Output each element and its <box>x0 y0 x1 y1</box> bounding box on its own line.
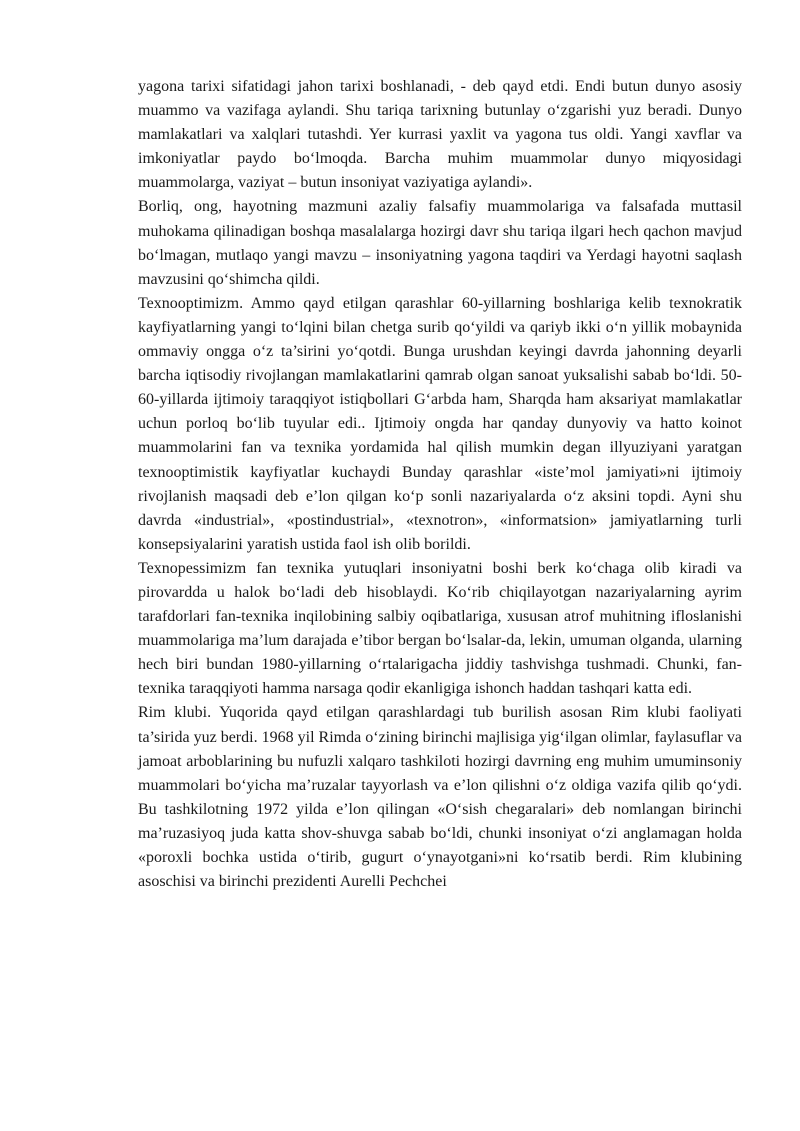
paragraph-world-history: yagona tarixi sifatidagi jahon tarixi boshlanadi, - deb qayd etdi. Endi butun dunyo asosiy muammo va vazifaga aylandi. Shu tariqa tarixning butunlay o‘zgarishi yuz beradi. Dunyo mamlakatlari va xalqlari tutashdi. Yer kurrasi yaxlit va yagona tus oldi. Yangi xavflar va imkoniyatlar paydo bo‘lmoqda. Barcha muhim muammolar dunyo miqyosidagi muammolarga, vaziyat – butun insoniyat vaziyatiga aylandi». <box>138 78 742 192</box>
paragraph-technopessimism: Texnopessimizm fan texnika yutuqlari insoniyatni boshi berk ko‘chaga olib kiradi va pirovardda u halok bo‘ladi deb hisoblaydi. Ko‘rib chiqilayotgan nazariyalarning ayrim tarafdorlari fan-texnika inqilobining salbiy oqibatlariga, xususan atrof muhitning ifloslanishi muammolariga ma’lum darajada e’tibor bergan bo‘lsalar-da, lekin, umuman olganda, ularning hech biri bundan 1980-yillarning o‘rtalarigacha jiddiy tashvishga tushmadi. Chunki, fan-texnika taraqqiyoti hamma narsaga qodir ekanligiga ishonch haddan tashqari katta edi. <box>138 559 742 698</box>
paragraph-club-of-rome: Rim klubi. Yuqorida qayd etilgan qarashlardagi tub burilish asosan Rim klubi faoliyati ta’sirida yuz berdi. 1968 yil Rimda o‘zining birinchi majlisiga yig‘ilgan olimlar, faylasuflar va jamoat arboblarining bu nufuzli xalqaro tashkiloti hozirgi davrning eng muhim umuminsoniy muammolari bo‘yicha ma’ruzalar tayyorlash va e’lon qilishni o‘z oldiga vazifa qilib qo‘ydi. Bu tashkilotning 1972 yilda e’lon qilingan «O‘sish chegaralari» deb nomlangan birinchi ma’ruzasiyoq juda katta shov-shuvga sabab bo‘ldi, chunki insoniyat o‘zi anglamagan holda «poroxli bochka ustida o‘tirib, gugurt o‘ynayotgani»ni ko‘rsatib berdi. Rim klubining asoschisi va birinchi prezidenti Aurelli Pechchei <box>138 704 742 891</box>
paragraph-technooptimism: Texnooptimizm. Ammo qayd etilgan qarashlar 60-yillarning boshlariga kelib texnokratik kayfiyatlarning yangi to‘lqini bilan chetga surib qo‘yildi va qariyb ikki o‘n yillik mobaynida ommaviy ongga o‘z ta’sirini yo‘qotdi. Bunga urushdan keyingi davrda jahonning deyarli barcha iqtisodiy rivojlangan mamlakatlarini qamrab olgan sanoat yuksalishi sabab bo‘ldi. 50-60-yillarda ijtimoiy taraqqiyot istiqbollari G‘arbda ham, Sharqda ham aksariyat mamlakatlar uchun porloq bo‘lib tuyular edi.. Ijtimoiy ongda har qanday dunyoviy va hatto koinot muammolarini fan va texnika yordamida hal qilish mumkin degan illyuziyani yaratgan texnooptimistik kayfiyatlar kuchaydi Bunday qarashlar «iste’mol jamiyati»ni ijtimoiy rivojlanish maqsadi deb e’lon qilgan ko‘p sonli nazariyalarda o‘z aksini topdi. Ayni shu davrda «industrial», «postindustrial», «texnotron», «informatsion» jamiyatlarning turli konsepsiyalarini yaratish ustida faol ish olib borildi. <box>138 294 742 553</box>
document-page <box>138 75 742 894</box>
paragraph-philosophy-topics: Borliq, ong, hayotning mazmuni azaliy falsafiy muammolariga va falsafada muttasil muhokama qilinadigan boshqa masalalarga hozirgi davr shu tariqa ilgari hech qachon mavjud bo‘lmagan, mutlaqo yangi mavzu – insoniyatning yagona taqdiri va Yerdagi hayotni saqlash mavzusini qo‘shimcha qildi. <box>138 198 742 288</box>
